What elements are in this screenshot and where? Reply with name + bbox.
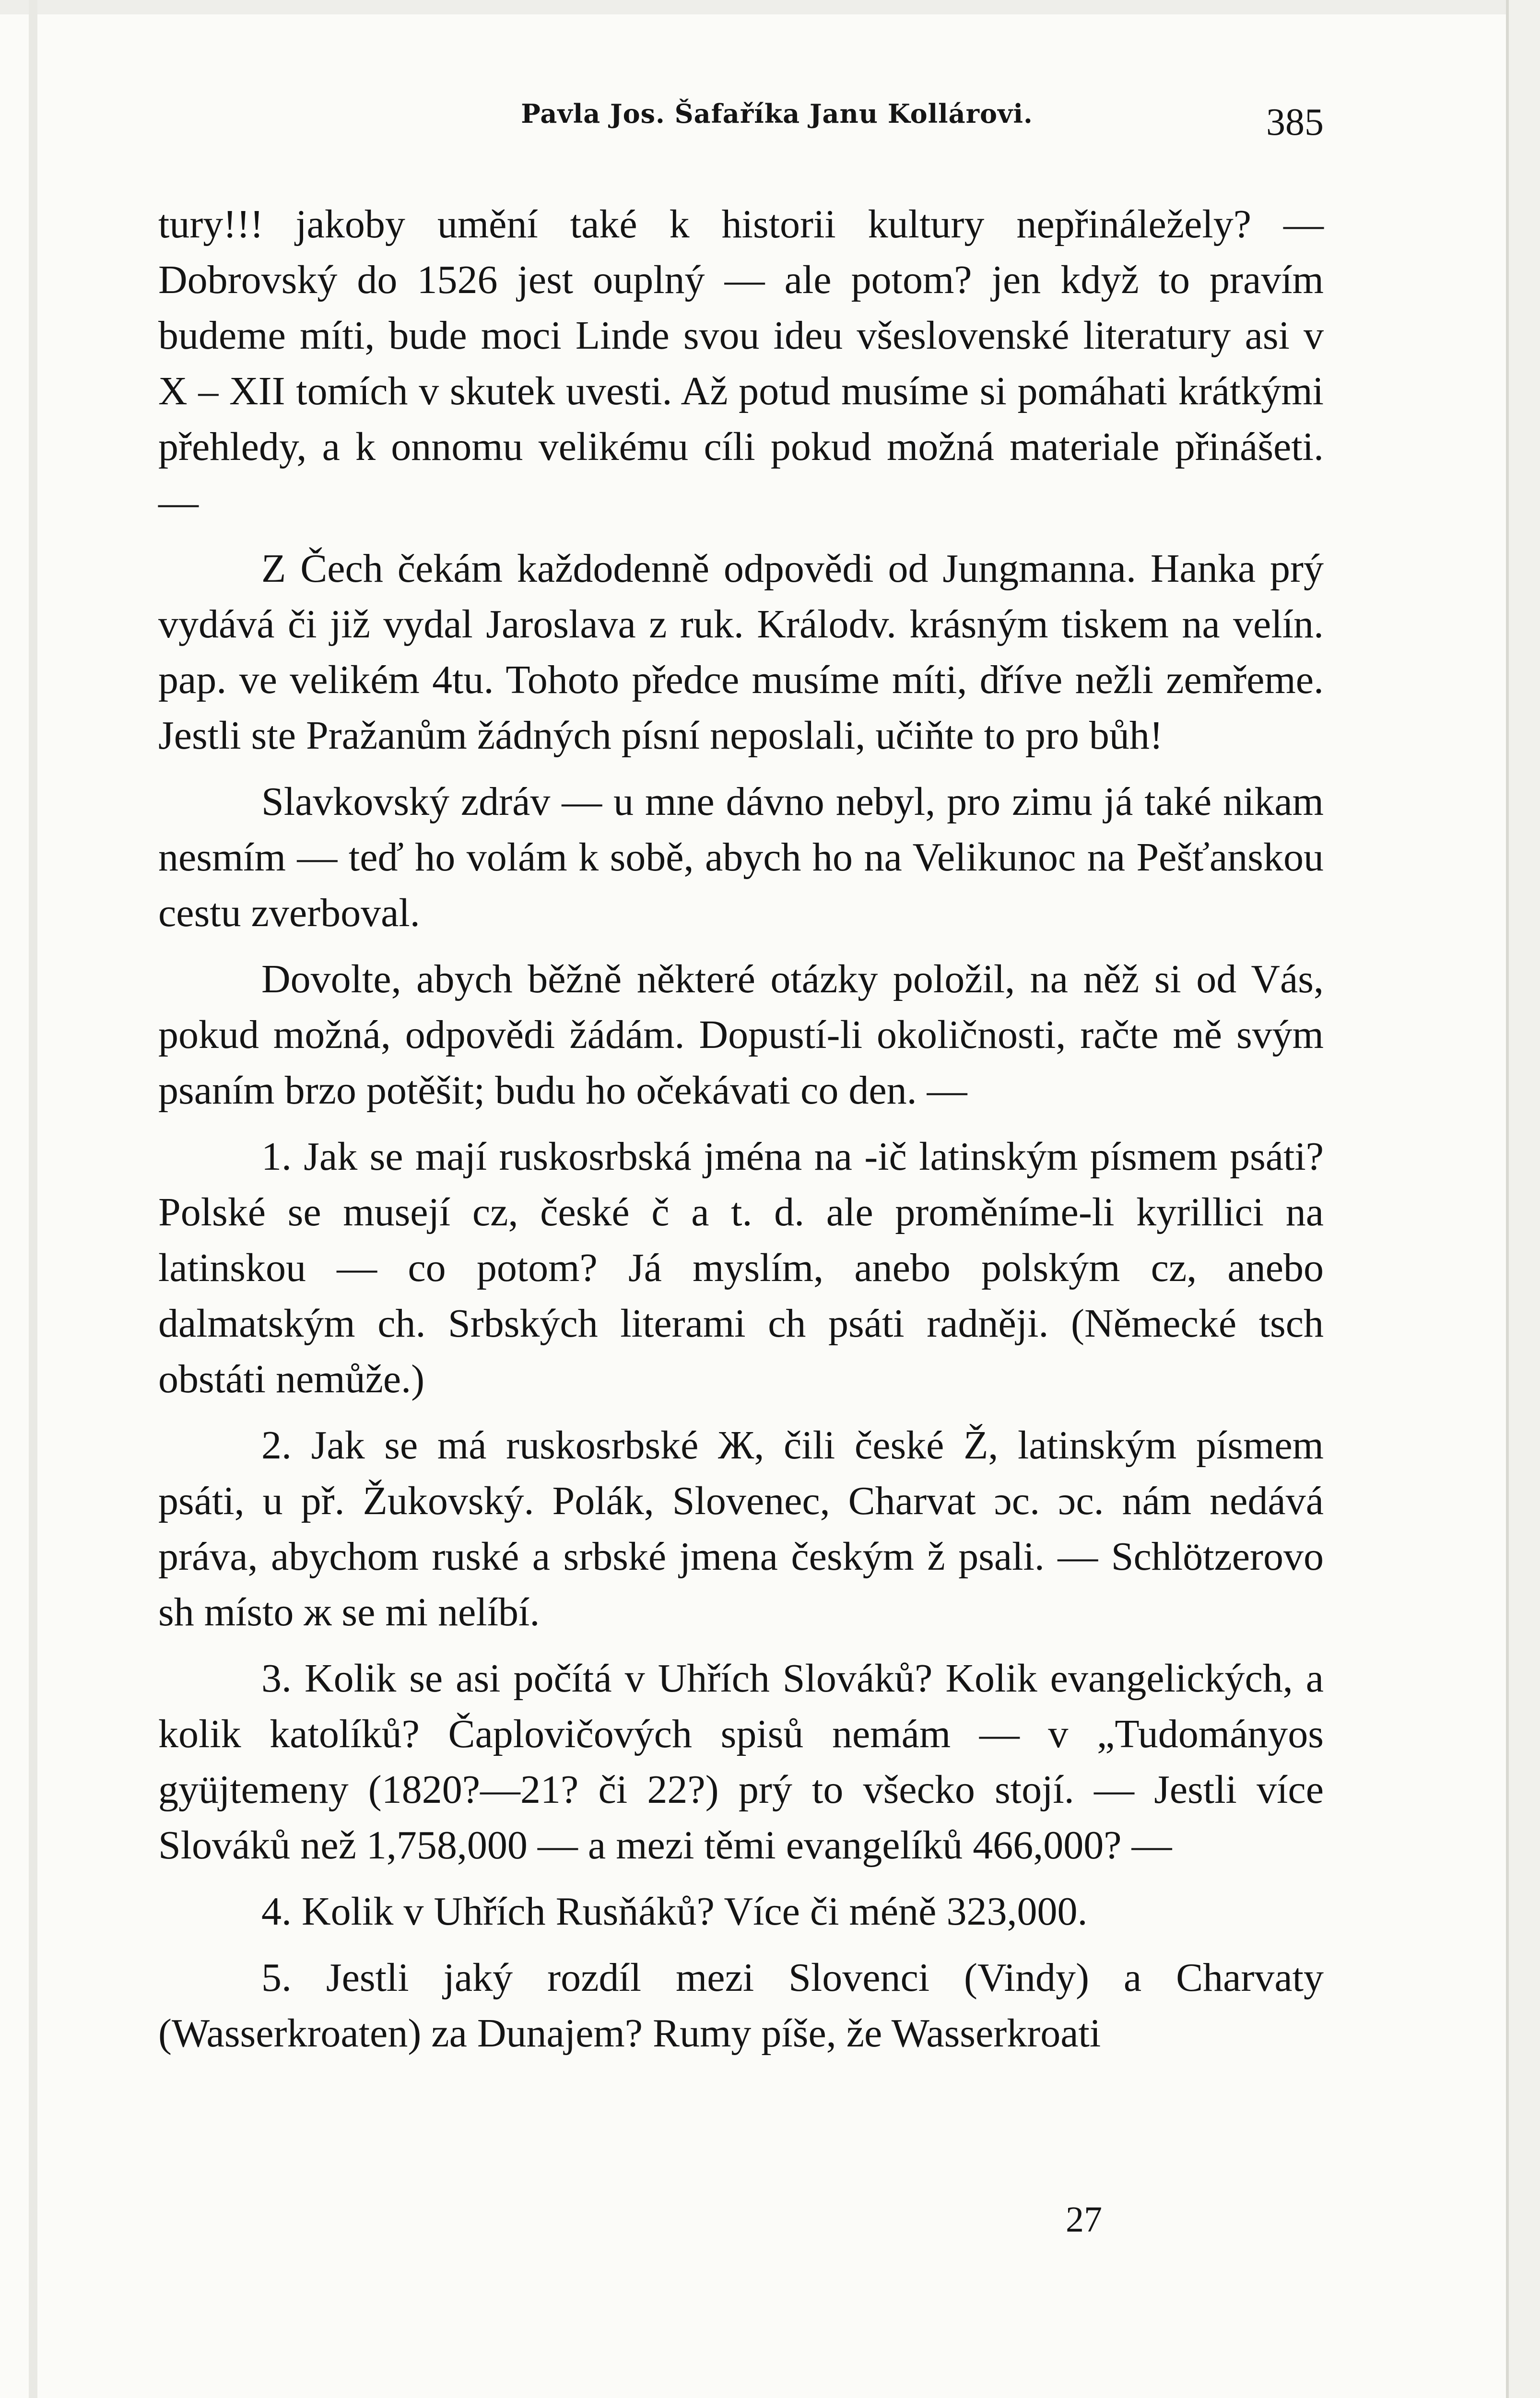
- question-3: 3. Kolik se asi počítá v Uhřích Slováků? Kolik evangelických, a kolik katolíků? Čaplovičových spisů nemám — v „Tudományos gyüjtemeny (1820?—21? či 22?) prý to všecko stojí. — Jestli více Slováků než 1,758,000 — a mezi těmi evangelíků 466,000? —: [158, 1656, 1324, 1868]
- running-head: Pavla Jos. Šafaříka Janu Kollárovi.: [521, 98, 1033, 129]
- paragraph-3: Slavkovský zdráv — u mne dávno nebyl, pro zimu já také nikam nesmím — teď ho volám k sobě, abych ho na Velikunoc na Pešťanskou cestu zverboval.: [158, 779, 1324, 935]
- question-1: 1. Jak se mají ruskosrbská jména na -ič latinským písmem psáti? Polské se musejí cz, české č a t. d. ale proměníme-li kyrillici na latinskou — co potom? Já myslím, anebo polským cz, anebo dalmatským ch. Srbských literami ch psáti radněji. (Německé tsch obstáti nemůže.): [158, 1134, 1324, 1401]
- signature-mark: 27: [1066, 2199, 1102, 2240]
- page-number: 385: [1266, 101, 1324, 143]
- page-right-edge: [1506, 0, 1540, 2398]
- paragraph-2: Z Čech čekám každodenně odpovědi od Jungmanna. Hanka prý vydává či již vydal Jaroslava z ruk. Králodv. krásným tiskem na velín. pap. ve velikém 4tu. Tohoto předce musíme míti, dříve nežli zemřeme. Jestli ste Pražanům žádných písní neposlali, učiňte to pro bůh!: [158, 546, 1324, 758]
- page-top-edge: [0, 0, 1540, 14]
- paragraph-1: tury!!! jakoby umění také k historii kultury nepřináležely? — Dobrovský do 1526 jest ouplný — ale potom? jen když to pravím budeme míti, bude moci Linde svou ideu všeslovenské literatury asi v X – XII tomích v skutek uvesti. Až potud musíme si pomáhati krátkými přehledy, a k onnomu velikému cíli pokud možná materiale přinášeti. —: [158, 202, 1324, 525]
- letter-text: [158, 197, 1324, 2072]
- page-left-edge: [29, 0, 37, 2398]
- question-2: 2. Jak se má ruskosrbské Ж, čili české Ž, latinským písmem psáti, u př. Žukovský. Polák, Slovenec, Charvat ɔc. ɔc. nám nedává práva, abychom ruské a srbské jmena českým ž psali. — Schlötzerovo sh místo ж se mi nelíbí.: [158, 1423, 1324, 1634]
- question-4: 4. Kolik v Uhřích Rusňáků? Více či méně 323,000.: [261, 1889, 1088, 1934]
- paragraph-4: Dovolte, abych běžně některé otázky položil, na něž si od Vás, pokud možná, odpovědi žádám. Dopustí-li okoličnosti, račte mě svým psaním brzo potěšit; budu ho očekávati co den. —: [158, 957, 1324, 1113]
- question-5: 5. Jestli jaký rozdíl mezi Slovenci (Vindy) a Charvaty (Wasserkroaten) za Dunajem? Rumy píše, že Wasserkroati: [158, 1955, 1324, 2056]
